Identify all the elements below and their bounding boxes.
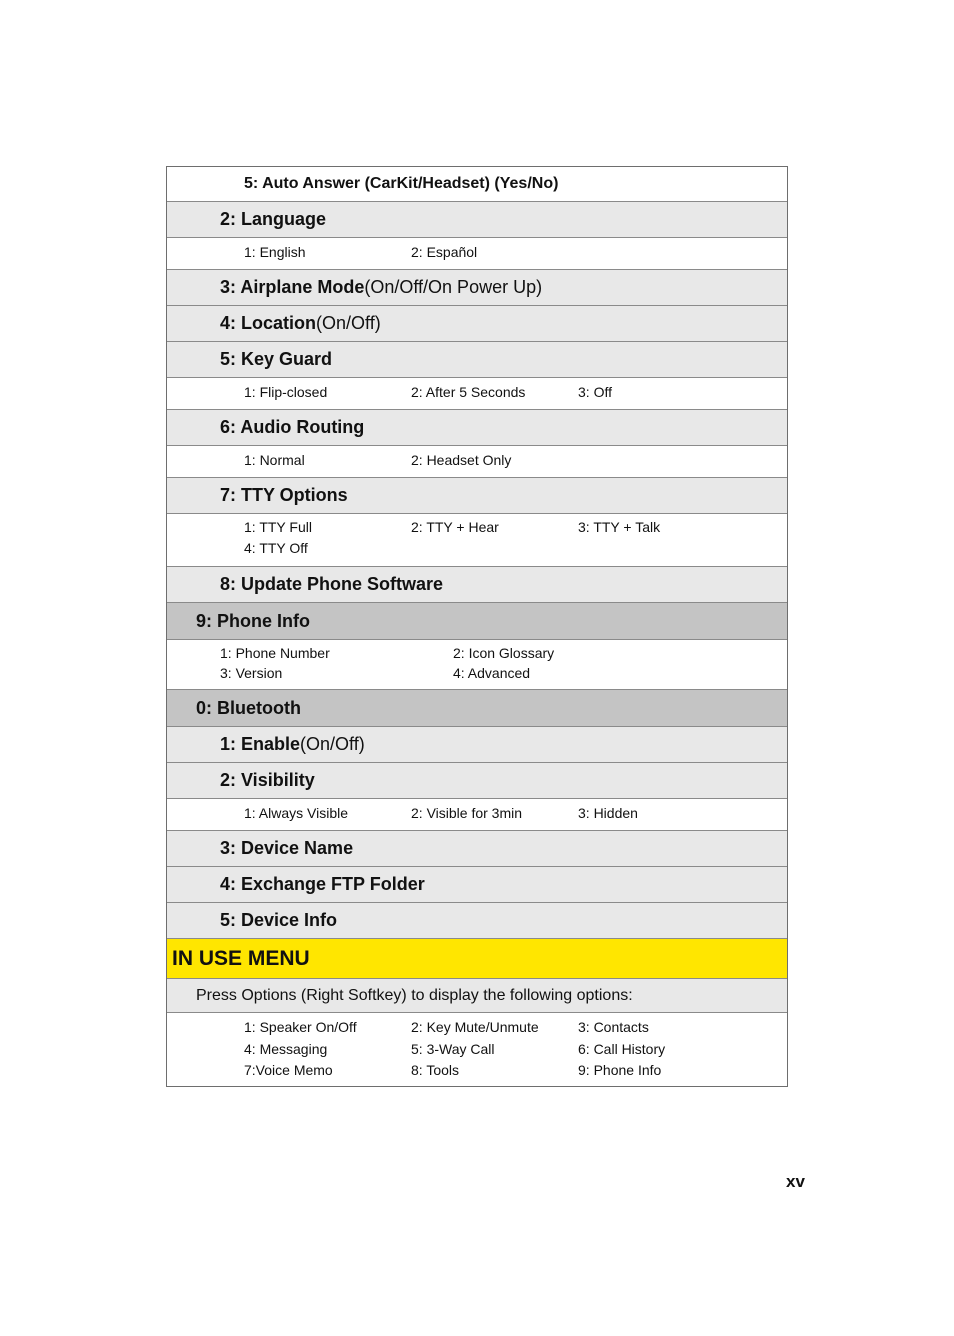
option-flip-closed: 1: Flip-closed xyxy=(244,384,328,400)
device-info-row xyxy=(167,903,787,939)
option-icon-glossary: 2: Icon Glossary xyxy=(453,645,555,661)
option-after-5-seconds: 2: After 5 Seconds xyxy=(411,384,526,400)
airplane-mode-row xyxy=(167,270,787,306)
in-use-instruction-row xyxy=(167,979,787,1013)
option-english: 1: English xyxy=(244,244,306,260)
phone-info-row xyxy=(167,603,787,640)
option-version: 3: Version xyxy=(220,665,283,681)
in-use-menu-header xyxy=(167,939,787,979)
option-speaker: 1: Speaker On/Off xyxy=(244,1019,357,1035)
phone-info-options-row xyxy=(167,640,787,690)
option-always-visible: 1: Always Visible xyxy=(244,805,349,821)
update-software-label: 8: Update Phone Software xyxy=(220,574,444,594)
exchange-ftp-row xyxy=(167,867,787,903)
visibility-label: 2: Visibility xyxy=(220,770,315,790)
exchange-ftp-label: 4: Exchange FTP Folder xyxy=(220,874,425,894)
auto-answer-label: 5: Auto Answer (CarKit/Headset) (Yes/No) xyxy=(244,175,559,192)
phone-info-label: 9: Phone Info xyxy=(196,610,310,631)
device-name-label: 3: Device Name xyxy=(220,838,354,858)
location-row xyxy=(167,306,787,342)
audio-routing-options-row xyxy=(167,446,787,478)
option-headset-only: 2: Headset Only xyxy=(411,452,512,468)
key-guard-options-row xyxy=(167,378,787,410)
option-tty-hear: 2: TTY + Hear xyxy=(411,519,499,535)
tty-options-label: 7: TTY Options xyxy=(220,485,348,505)
location-label: 4: Location (On/Off) xyxy=(220,313,381,333)
page-number: xv xyxy=(786,1172,805,1191)
in-use-options-row xyxy=(167,1013,787,1086)
option-visible-3min: 2: Visible for 3min xyxy=(411,805,523,821)
language-row xyxy=(167,202,787,238)
visibility-row xyxy=(167,763,787,799)
option-tty-talk: 3: TTY + Talk xyxy=(578,519,661,535)
airplane-mode-label: 3: Airplane Mode (On/Off/On Power Up) xyxy=(220,277,543,297)
device-info-label: 5: Device Info xyxy=(220,910,338,930)
enable-row xyxy=(167,727,787,763)
key-guard-label: 5: Key Guard xyxy=(220,349,333,369)
update-software-row xyxy=(167,567,787,603)
option-messaging: 4: Messaging xyxy=(244,1041,328,1057)
option-tools: 8: Tools xyxy=(411,1062,459,1078)
option-normal: 1: Normal xyxy=(244,452,305,468)
option-off: 3: Off xyxy=(578,384,612,400)
device-name-row xyxy=(167,831,787,867)
tty-options-list-row xyxy=(167,514,787,567)
settings-menu-table xyxy=(166,166,788,1087)
option-voice-memo: 7:Voice Memo xyxy=(244,1062,333,1078)
in-use-instruction: Press Options (Right Softkey) to display the following options: xyxy=(196,986,633,1004)
option-espanol: 2: Español xyxy=(411,244,478,260)
key-guard-row xyxy=(167,342,787,378)
option-tty-full: 1: TTY Full xyxy=(244,519,312,535)
language-label: 2: Language xyxy=(220,209,327,229)
option-key-mute: 2: Key Mute/Unmute xyxy=(411,1019,539,1035)
enable-label: 1: Enable (On/Off) xyxy=(220,734,365,754)
option-phone-info: 9: Phone Info xyxy=(578,1062,662,1078)
option-advanced: 4: Advanced xyxy=(453,665,531,681)
option-tty-off: 4: TTY Off xyxy=(244,540,308,556)
audio-routing-label: 6: Audio Routing xyxy=(220,417,365,437)
visibility-options-row xyxy=(167,799,787,831)
in-use-menu-title: IN USE MENU xyxy=(172,946,310,970)
audio-routing-row xyxy=(167,410,787,446)
bluetooth-row xyxy=(167,690,787,727)
option-phone-number: 1: Phone Number xyxy=(220,645,330,661)
tty-options-row xyxy=(167,478,787,514)
auto-answer-row xyxy=(167,167,787,202)
option-3-way-call: 5: 3-Way Call xyxy=(411,1041,495,1057)
language-options-row xyxy=(167,238,787,270)
option-hidden: 3: Hidden xyxy=(578,805,638,821)
bluetooth-label: 0: Bluetooth xyxy=(196,697,301,718)
option-contacts: 3: Contacts xyxy=(578,1019,649,1035)
option-call-history: 6: Call History xyxy=(578,1041,666,1057)
